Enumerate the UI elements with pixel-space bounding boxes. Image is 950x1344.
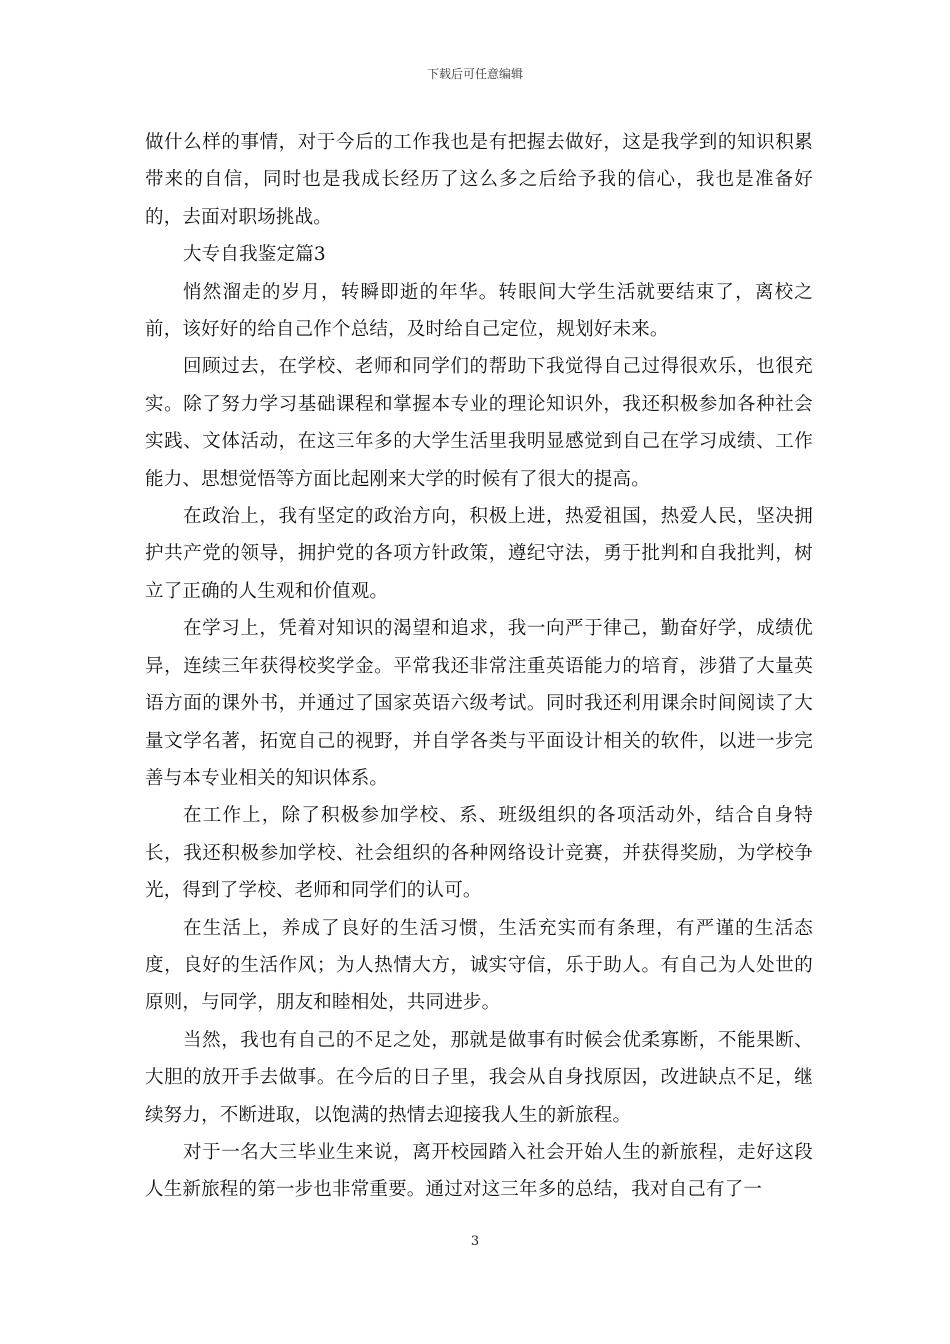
- page-number: 3: [470, 1234, 480, 1249]
- paragraph-8: 在生活上，养成了良好的生活习惯，生活充实而有条理，有严谨的生活态度，良好的生活作风；为人热情大方，诚实守信，乐于助人。有自己为人处世的原则，与同学，朋友和睦相处，共同进步。: [145, 917, 813, 1014]
- section-heading: 大专自我鉴定篇3: [183, 244, 326, 266]
- paragraph-7: 在工作上，除了积极参加学校、系、班级组织的各项活动外，结合自身特长，我还积极参加学校、社会组织的各种网络设计竞赛，并获得奖励，为学校争光，得到了学校、老师和同学们的认可。: [145, 805, 813, 902]
- paragraph-4: 回顾过去，在学校、老师和同学们的帮助下我觉得自己过得很欢乐，也很充实。除了努力学习基础课程和掌握本专业的理论知识外，我还积极参加各种社会实践、文体活动，在这三年多的大学生活里我明显感觉到自己在学习成绩、工作能力、思想觉悟等方面比起刚来大学的时候有了很大的提高。: [145, 356, 813, 490]
- paragraph-5: 在政治上，我有坚定的政治方向，积极上进，热爱祖国，热爱人民，坚决拥护共产党的领导，拥护党的各项方针政策，遵纪守法，勇于批判和自我批判，树立了正确的人生观和价值观。: [145, 506, 813, 602]
- paragraph-3: 悄然溜走的岁月，转瞬即逝的年华。转眼间大学生活就要结束了，离校之前，该好好的给自己作个总结，及时给自己定位，规划好未来。: [145, 281, 813, 341]
- paragraph-10: 对于一名大三毕业生来说，离开校园踏入社会开始人生的新旅程，走好这段人生新旅程的第一步也非常重要。通过对这三年多的总结，我对自己有了一: [145, 1141, 813, 1201]
- page-header: 下载后可任意编辑: [426, 67, 523, 81]
- document-body: [145, 124, 813, 1209]
- paragraph-6: 在学习上，凭着对知识的渴望和追求，我一向严于律己，勤奋好学，成绩优异，连续三年获得校奖学金。平常我还非常注重英语能力的培育，涉猎了大量英语方面的课外书，并通过了国家英语六级考试。同时我还利用课余时间阅读了大量文学名著，拓宽自己的视野，并自学各类与平面设计相关的软件，以进一步完善与本专业相关的知识体系。: [145, 618, 813, 789]
- paragraph-9: 当然，我也有自己的不足之处，那就是做事有时候会优柔寡断，不能果断、大胆的放开手去做事。在今后的日子里，我会从自身找原因，改进缺点不足，继续努力，不断进取，以饱满的热情去迎接我人生的新旅程。: [145, 1029, 813, 1126]
- paragraph-1: 做什么样的事情，对于今后的工作我也是有把握去做好，这是我学到的知识积累带来的自信，同时也是我成长经历了这么多之后给予我的信心，我也是准备好的，去面对职场挑战。: [145, 132, 813, 228]
